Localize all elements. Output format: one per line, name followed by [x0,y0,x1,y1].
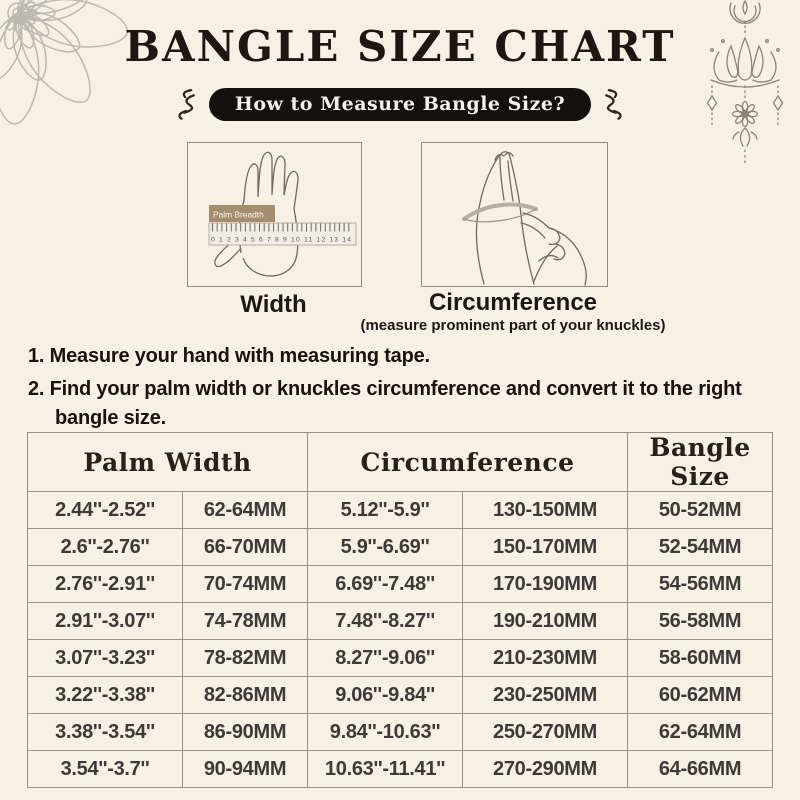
table-cell: 3.22''-3.38'' [28,677,183,714]
table-cell: 3.54''-3.7'' [28,751,183,788]
flourish-left-icon [173,86,199,122]
tape-label-text: Palm Breadth [213,209,264,220]
width-illustration-box [187,142,362,287]
table-row [28,529,773,566]
how-to-measure-banner: How to Measure Bangle Size? [209,88,591,121]
table-cell: 62-64MM [628,714,773,751]
banner-row [0,84,800,124]
tape-label [209,205,275,222]
flourish-right-icon [601,86,627,122]
table-header-row [28,433,773,492]
table-cell: 50-52MM [628,492,773,529]
table-row [28,714,773,751]
col-header-palm-width: Palm Width [28,433,308,492]
table-cell: 9.84''-10.63'' [308,714,463,751]
instruction-1: 1. Measure your hand with measuring tape. [28,345,430,367]
table-cell: 52-54MM [628,529,773,566]
table-cell: 2.76''-2.91'' [28,566,183,603]
instructions [28,342,742,437]
col-header-circumference: Circumference [308,433,628,492]
page-title: BANGLE SIZE CHART [124,22,676,71]
table-cell: 70-74MM [183,566,308,603]
table-row [28,566,773,603]
circumference-caption: Circumference [428,289,598,316]
table-cell: 190-210MM [463,603,628,640]
table-row [28,603,773,640]
table-cell: 210-230MM [463,640,628,677]
table-cell: 3.07''-3.23'' [28,640,183,677]
table-cell: 3.38''-3.54'' [28,714,183,751]
ruler-numbers: 0 1 2 3 4 5 6 7 8 9 10 11 12 13 14 [211,236,351,244]
table-cell: 62-64MM [183,492,308,529]
table-cell: 54-56MM [628,566,773,603]
table-cell: 170-190MM [463,566,628,603]
table-cell: 2.44''-2.52'' [28,492,183,529]
instruction-2: 2. Find your palm width or knuckles circumference and convert it to the right bangle size. [28,378,742,429]
table-cell: 150-170MM [463,529,628,566]
ruler [209,223,356,245]
table-cell: 7.48''-8.27'' [308,603,463,640]
table-cell: 270-290MM [463,751,628,788]
table-cell: 130-150MM [463,492,628,529]
table-cell: 78-82MM [183,640,308,677]
table-cell: 9.06''-9.84'' [308,677,463,714]
table-row [28,677,773,714]
width-caption: Width [240,291,307,318]
table-cell: 86-90MM [183,714,308,751]
table-cell: 64-66MM [628,751,773,788]
table-cell: 8.27''-9.06'' [308,640,463,677]
table-cell: 5.9''-6.69'' [308,529,463,566]
bangle-size-table [27,432,773,788]
table-row [28,492,773,529]
table-cell: 74-78MM [183,603,308,640]
col-header-bangle-size: Bangle Size [628,433,773,492]
table-cell: 2.91''-3.07'' [28,603,183,640]
circumference-note: (measure prominent part of your knuckles) [360,317,666,334]
hand-width-illustration [188,143,361,286]
table-cell: 5.12''-5.9'' [308,492,463,529]
circumference-illustration-box [421,142,608,287]
table-cell: 2.6''-2.76'' [28,529,183,566]
hand-circumference-illustration [422,143,607,286]
table-cell: 90-94MM [183,751,308,788]
table-cell: 6.69''-7.48'' [308,566,463,603]
table-row [28,751,773,788]
table-cell: 66-70MM [183,529,308,566]
table-cell: 230-250MM [463,677,628,714]
table-row [28,640,773,677]
table-cell: 58-60MM [628,640,773,677]
table-cell: 56-58MM [628,603,773,640]
table-cell: 10.63''-11.41'' [308,751,463,788]
table-cell: 82-86MM [183,677,308,714]
table-cell: 60-62MM [628,677,773,714]
table-cell: 250-270MM [463,714,628,751]
